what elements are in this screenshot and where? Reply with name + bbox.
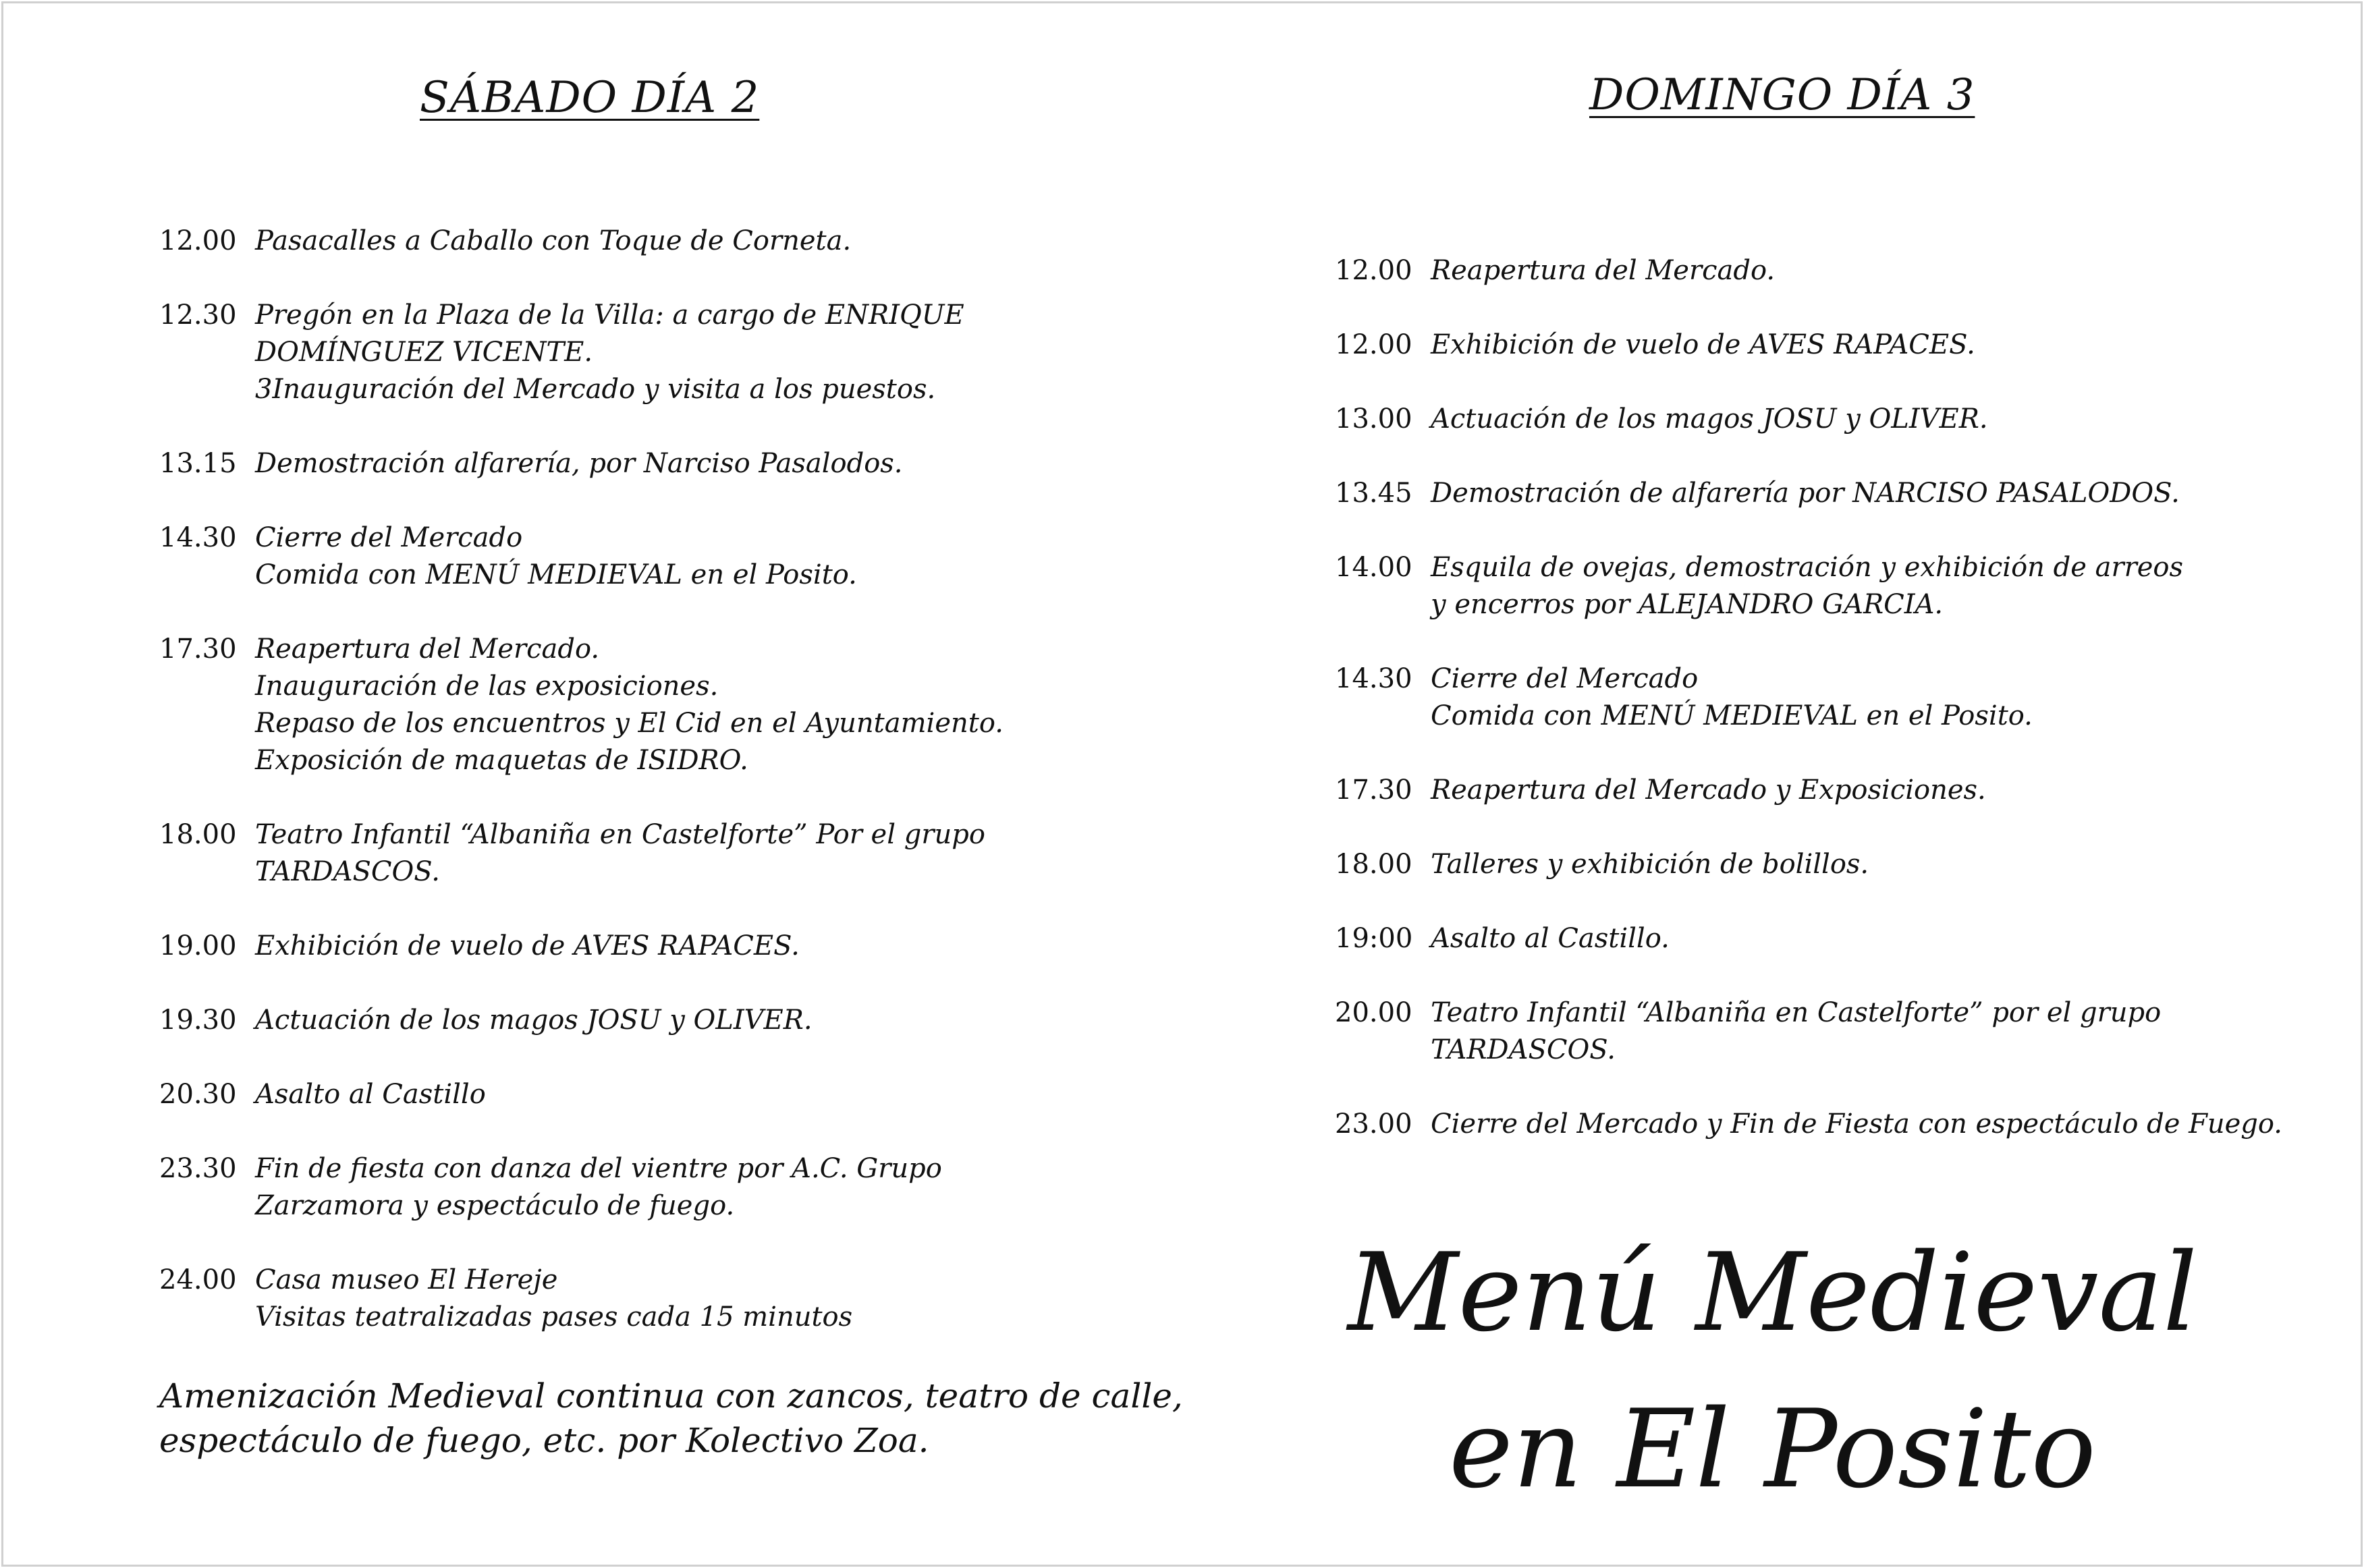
- entry-line: Exposición de maquetas de ISIDRO.: [255, 745, 748, 776]
- entry-line: Inauguración de las exposiciones.: [255, 671, 719, 702]
- entry-description: [1431, 252, 2347, 289]
- entry-description: [1431, 772, 2347, 809]
- schedule-entry: [1335, 920, 2347, 957]
- schedule-entry: [159, 1262, 1145, 1336]
- entry-time: 12.00: [1335, 255, 1412, 286]
- entry-line: Exhibición de vuelo de AVES RAPACES.: [1431, 329, 1975, 360]
- entry-description: [1431, 846, 2347, 883]
- entry-line: Asalto al Castillo: [255, 1079, 486, 1110]
- entry-line: Comida con MENÚ MEDIEVAL en el Posito.: [255, 559, 857, 590]
- entry-description: [1431, 401, 2347, 438]
- entry-line: Zarzamora y espectáculo de fuego.: [255, 1190, 735, 1221]
- entry-time: 13.45: [1335, 478, 1412, 509]
- entry-line: Talleres y exhibición de bolillos.: [1431, 849, 1869, 880]
- entry-line: Teatro Infantil “Albaniña en Castelforte” Por el grupo: [255, 819, 985, 850]
- entry-time: 14.30: [159, 522, 237, 553]
- entry-line: Demostración de alfarería por NARCISO PASALODOS.: [1431, 478, 2180, 509]
- entry-time: 14.00: [1335, 552, 1412, 583]
- entry-time: 17.30: [159, 634, 237, 665]
- text-line: Amenización Medieval continua con zancos, teatro de calle,: [159, 1376, 1183, 1416]
- schedule-entry: [1335, 772, 2347, 809]
- entry-line: Cierre del Mercado: [1431, 663, 1699, 694]
- entry-line: Teatro Infantil “Albaniña en Castelforte” por el grupo: [1431, 997, 2162, 1028]
- schedule-entry: [159, 928, 1145, 965]
- sunday-heading: DOMINGO DÍA 3: [1589, 70, 1975, 120]
- schedule-entry: [1335, 475, 2347, 512]
- schedule-entry: [1335, 252, 2347, 289]
- schedule-entry: [1335, 401, 2347, 438]
- entry-time: 12.00: [1335, 329, 1412, 360]
- schedule-entry: [1335, 661, 2347, 735]
- schedule-entry: [1335, 549, 2347, 623]
- entry-line: Casa museo El Hereje: [255, 1264, 558, 1295]
- entry-time: 14.30: [1335, 663, 1412, 694]
- entry-time: 19.00: [159, 930, 237, 961]
- entry-line: Demostración alfarería, por Narciso Pasalodos.: [255, 448, 903, 479]
- entry-line: 3Inauguración del Mercado y visita a los puestos.: [255, 374, 936, 405]
- entry-time: 13.15: [159, 448, 237, 479]
- entry-line: TARDASCOS.: [255, 856, 440, 887]
- entry-line: Actuación de los magos JOSU y OLIVER.: [255, 1005, 813, 1036]
- entry-line: Reapertura del Mercado y Exposiciones.: [1431, 775, 1986, 806]
- entry-time: 13.00: [1335, 403, 1412, 435]
- entry-line: TARDASCOS.: [1431, 1034, 1616, 1065]
- schedule-entry: [159, 1150, 1145, 1225]
- entry-time: 12.30: [159, 300, 237, 331]
- entry-description: [1431, 549, 2347, 623]
- entry-description: [255, 928, 1145, 965]
- entry-line: y encerros por ALEJANDRO GARCIA.: [1431, 589, 1944, 620]
- entry-description: [255, 223, 1145, 260]
- entry-line: Asalto al Castillo.: [1431, 923, 1670, 954]
- entry-description: [255, 631, 1145, 779]
- saturday-note: [159, 1374, 1183, 1463]
- entry-description: [255, 297, 1145, 408]
- entry-description: [255, 1262, 1145, 1336]
- entry-time: 24.00: [159, 1264, 237, 1295]
- text-line: espectáculo de fuego, etc. por Kolectivo Zoa.: [159, 1421, 929, 1460]
- entry-time: 18.00: [159, 819, 237, 850]
- entry-description: [255, 520, 1145, 594]
- entry-time: 20.00: [1335, 997, 1412, 1028]
- entry-description: [255, 445, 1145, 482]
- entry-description: [1431, 920, 2347, 957]
- entry-line: Cierre del Mercado y Fin de Fiesta con espectáculo de Fuego.: [1431, 1109, 2282, 1140]
- entry-description: [255, 1150, 1145, 1225]
- entry-line: DOMÍNGUEZ VICENTE.: [255, 337, 593, 368]
- schedule-entry: [159, 445, 1145, 482]
- entry-time: 19.30: [159, 1005, 237, 1036]
- schedule-entry: [159, 816, 1145, 891]
- entry-description: [255, 1076, 1145, 1113]
- schedule-entry: [159, 297, 1145, 408]
- sunday-schedule: [1335, 252, 2347, 1180]
- entry-line: Fin de fiesta con danza del vientre por A.C. Grupo: [255, 1153, 942, 1184]
- entry-line: Reapertura del Mercado.: [255, 634, 600, 665]
- entry-time: 23.00: [1335, 1109, 1412, 1140]
- schedule-entry: [159, 223, 1145, 260]
- schedule-entry: [1335, 846, 2347, 883]
- entry-description: [1431, 661, 2347, 735]
- schedule-entry: [159, 520, 1145, 594]
- entry-time: 19:00: [1335, 923, 1413, 954]
- entry-description: [1431, 995, 2347, 1069]
- menu-medieval-title: [1181, 1214, 2364, 1528]
- schedule-entry: [159, 1002, 1145, 1039]
- entry-line: Exhibición de vuelo de AVES RAPACES.: [255, 930, 800, 961]
- entry-description: [1431, 327, 2347, 364]
- entry-line: Visitas teatralizadas pases cada 15 minutos: [255, 1301, 853, 1333]
- entry-time: 12.00: [159, 225, 237, 256]
- entry-line: Cierre del Mercado: [255, 522, 523, 553]
- entry-line: Comida con MENÚ MEDIEVAL en el Posito.: [1431, 700, 2033, 731]
- entry-line: Repaso de los encuentros y El Cid en el Ayuntamiento.: [255, 708, 1004, 739]
- entry-time: 23.30: [159, 1153, 237, 1184]
- schedule-entry: [1335, 995, 2347, 1069]
- entry-line: Actuación de los magos JOSU y OLIVER.: [1431, 403, 1988, 435]
- text-line: en El Posito: [1449, 1386, 2096, 1512]
- entry-description: [1431, 1106, 2347, 1143]
- schedule-entry: [159, 631, 1145, 779]
- saturday-schedule: [159, 223, 1145, 1373]
- entry-description: [255, 1002, 1145, 1039]
- entry-time: 17.30: [1335, 775, 1412, 806]
- saturday-heading: SÁBADO DÍA 2: [420, 73, 760, 123]
- entry-line: Pasacalles a Caballo con Toque de Corneta.: [255, 225, 852, 256]
- entry-description: [255, 816, 1145, 891]
- entry-time: 18.00: [1335, 849, 1412, 880]
- schedule-entry: [1335, 1106, 2347, 1143]
- entry-line: Reapertura del Mercado.: [1431, 255, 1776, 286]
- schedule-entry: [1335, 327, 2347, 364]
- entry-line: Pregón en la Plaza de la Villa: a cargo de ENRIQUE: [255, 300, 964, 331]
- text-line: Menú Medieval: [1347, 1229, 2198, 1355]
- entry-description: [1431, 475, 2347, 512]
- entry-time: 20.30: [159, 1079, 237, 1110]
- entry-line: Esquila de ovejas, demostración y exhibición de arreos: [1431, 552, 2184, 583]
- schedule-entry: [159, 1076, 1145, 1113]
